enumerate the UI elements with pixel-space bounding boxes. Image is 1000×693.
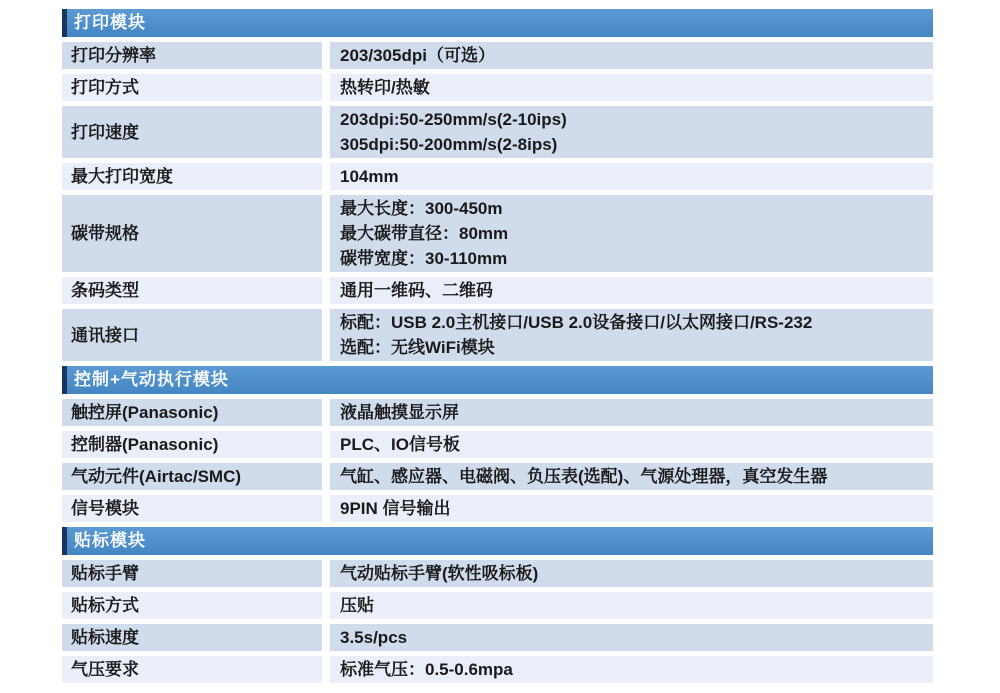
spec-row <box>62 42 933 69</box>
row-value <box>330 74 933 101</box>
value-line: 104mm <box>340 167 399 186</box>
value-line: 压贴 <box>340 596 374 615</box>
value-line: 气缸、感应器、电磁阀、负压表(选配)、气源处理器，真空发生器 <box>340 467 828 486</box>
row-value <box>330 277 933 304</box>
row-label: 碳带规格 <box>62 195 322 272</box>
row-label: 贴标方式 <box>62 592 322 619</box>
row-value <box>330 163 933 190</box>
row-value <box>330 42 933 69</box>
row-label: 控制器(Panasonic) <box>62 431 322 458</box>
value-line: 热转印/热敏 <box>340 78 430 97</box>
value-line: 3.5s/pcs <box>340 628 408 647</box>
row-value <box>330 195 933 272</box>
section-header: 贴标模块 <box>62 527 933 555</box>
value-line: 最大碳带直径：80mm <box>340 224 509 243</box>
spec-row <box>62 656 933 683</box>
spec-row <box>62 431 933 458</box>
spec-row <box>62 560 933 587</box>
spec-row <box>62 106 933 158</box>
spec-row <box>62 463 933 490</box>
value-line: 203dpi:50-250mm/s(2-10ips) <box>340 110 567 129</box>
row-label: 打印方式 <box>62 74 322 101</box>
spec-row <box>62 592 933 619</box>
row-value <box>330 463 933 490</box>
row-value <box>330 592 933 619</box>
spec-row <box>62 624 933 651</box>
spec-row <box>62 74 933 101</box>
section-header: 打印模块 <box>62 9 933 37</box>
row-label: 通讯接口 <box>62 309 322 361</box>
spec-row <box>62 163 933 190</box>
value-line: 305dpi:50-200mm/s(2-8ips) <box>340 135 558 154</box>
row-label: 气动元件(Airtac/SMC) <box>62 463 322 490</box>
spec-section <box>62 366 933 522</box>
value-line: 最大长度：300-450m <box>340 199 503 218</box>
value-line: 选配：无线WiFi模块 <box>340 338 495 357</box>
spec-row <box>62 399 933 426</box>
row-label: 贴标速度 <box>62 624 322 651</box>
row-label: 打印速度 <box>62 106 322 158</box>
row-value <box>330 624 933 651</box>
value-line: 9PIN 信号输出 <box>340 499 451 518</box>
row-value <box>330 399 933 426</box>
row-label: 触控屏(Panasonic) <box>62 399 322 426</box>
row-value <box>330 106 933 158</box>
value-line: 液晶触摸显示屏 <box>340 403 459 422</box>
value-line: 203/305dpi（可选） <box>340 46 495 65</box>
section-header: 控制+气动执行模块 <box>62 366 933 394</box>
value-line: 标配：USB 2.0主机接口/USB 2.0设备接口/以太网接口/RS-232 <box>340 313 813 332</box>
spec-row <box>62 495 933 522</box>
row-label: 贴标手臂 <box>62 560 322 587</box>
value-line: PLC、IO信号板 <box>340 435 460 454</box>
spec-section <box>62 9 933 361</box>
spec-row <box>62 277 933 304</box>
row-label: 打印分辨率 <box>62 42 322 69</box>
row-value <box>330 309 933 361</box>
row-value <box>330 656 933 683</box>
spec-section <box>62 527 933 683</box>
spec-table <box>62 9 933 688</box>
row-value <box>330 431 933 458</box>
row-label: 信号模块 <box>62 495 322 522</box>
value-line: 标准气压：0.5-0.6mpa <box>340 660 513 679</box>
row-value <box>330 495 933 522</box>
value-line: 气动贴标手臂(软性吸标板) <box>340 564 539 583</box>
spec-row <box>62 309 933 361</box>
row-label: 条码类型 <box>62 277 322 304</box>
row-label: 气压要求 <box>62 656 322 683</box>
spec-row <box>62 195 933 272</box>
value-line: 通用一维码、二维码 <box>340 281 493 300</box>
row-value <box>330 560 933 587</box>
value-line: 碳带宽度：30-110mm <box>340 249 508 268</box>
row-label: 最大打印宽度 <box>62 163 322 190</box>
